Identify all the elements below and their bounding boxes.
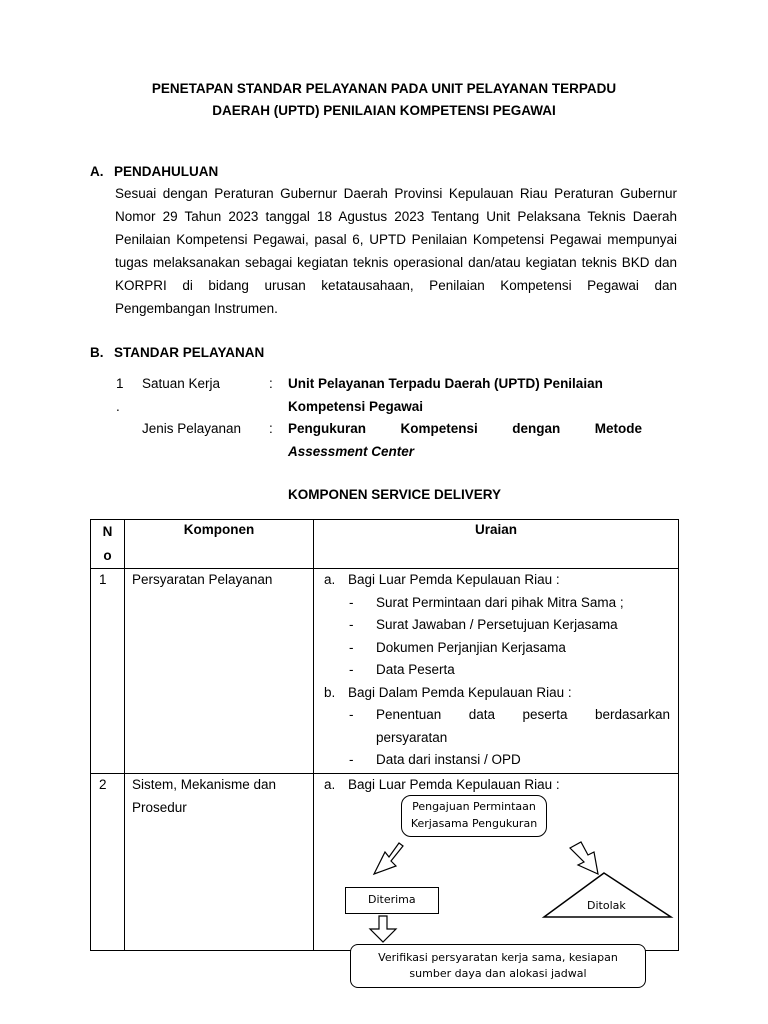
row-1-sub-a-label: Bagi Luar Pemda Kepulauan Riau : <box>348 572 560 587</box>
header-uraian: Uraian <box>314 520 679 569</box>
satuan-kerja-label: Satuan Kerja <box>142 376 221 391</box>
section-a-paragraph: Sesuai dengan Peraturan Gubernur Daerah Provinsi Kepulauan Riau Peraturan Gubernur Nomor 29 Tahun 2023 tanggal 18 Agustus 2023 Tentang Unit Pelaksana Teknis Daerah Penilaian Kompetensi Pegawai, pasal 6, UPTD Penilaian Kompetensi Pegawai mempunyai tugas melaksanakan sebagai kegiatan teknis operasional dan/atau kegiatan teknis BKD dan KORPRI di bidang urusan ketatausahaan, Penilaian Kompetensi Pegawai dan Pengembangan Instrumen. <box>115 186 677 316</box>
flow-box-verification-line-1: Verifikasi persyaratan kerja sama, kesiapan <box>378 951 618 964</box>
jenis-pelayanan-value-line-1: Pengukuran Kompetensi dengan Metode <box>288 421 642 436</box>
jenis-pelayanan-colon: : <box>269 421 273 436</box>
dash-bullet: - <box>349 662 354 677</box>
satuan-kerja-colon: : <box>269 376 273 391</box>
row-2-sub-a-letter: a. <box>324 777 336 792</box>
header-no-line-1: N <box>102 524 113 539</box>
row-1-sub-b-label: Bagi Dalam Pemda Kepulauan Riau : <box>348 684 572 700</box>
header-komponen: Komponen <box>125 520 314 569</box>
section-b-title: STANDAR PELAYANAN <box>114 345 265 360</box>
dash-bullet: - <box>349 752 354 767</box>
list-item-text: Dokumen Perjanjian Kerjasama <box>376 639 566 655</box>
list-item-text: Surat Jawaban / Persetujuan Kerjasama <box>376 617 618 632</box>
list-item-text: Data Peserta <box>376 662 455 677</box>
flow-box-request-line-1: Pengajuan Permintaan <box>412 800 536 813</box>
list-item-text: Surat Permintaan dari pihak Mitra Sama ; <box>376 594 624 610</box>
section-a-letter: A. <box>90 164 104 179</box>
dash-bullet: - <box>349 594 354 610</box>
item-dot: . <box>116 399 120 414</box>
flow-label-rejected: Ditolak <box>587 899 626 912</box>
flow-box-verification-line-2: sumber daya dan alokasi jadwal <box>409 967 587 980</box>
flow-box-request <box>401 795 547 837</box>
list-item-text: Data dari instansi / OPD <box>376 752 521 767</box>
arrow-down-left-icon <box>374 843 403 874</box>
title-line-2: DAERAH (UPTD) PENILAIAN KOMPETENSI PEGAWAI <box>212 103 556 118</box>
flow-box-request-line-2: Kerjasama Pengukuran <box>410 817 538 830</box>
row-1-sub-a-letter: a. <box>324 572 336 587</box>
komponen-title: KOMPONEN SERVICE DELIVERY <box>288 487 502 502</box>
title-line-1: PENETAPAN STANDAR PELAYANAN PADA UNIT PELAYANAN TERPADU <box>151 81 617 96</box>
row-2-komponen-line-1: Sistem, Mekanisme dan <box>132 777 277 792</box>
jenis-pelayanan-label: Jenis Pelayanan <box>142 421 242 436</box>
satuan-kerja-value-line-1: Unit Pelayanan Terpadu Daerah (UPTD) Penilaian <box>288 376 603 391</box>
flow-box-accepted: Diterima <box>345 887 439 914</box>
item-number: 1 <box>116 376 124 391</box>
row-2-no: 2 <box>91 774 125 951</box>
row-2-komponen-line-2: Prosedur <box>132 799 187 815</box>
arrow-down-right-icon <box>570 842 598 874</box>
section-a-title: PENDAHULUAN <box>114 164 219 179</box>
dash-bullet: - <box>349 639 354 655</box>
section-b-letter: B. <box>90 345 104 360</box>
header-no-line-2: o <box>103 548 112 563</box>
row-1-sub-b-letter: b. <box>324 684 336 700</box>
dash-bullet: - <box>349 617 354 632</box>
jenis-pelayanan-value-line-2: Assessment Center <box>288 444 415 459</box>
row-2-sub-a-label: Bagi Luar Pemda Kepulauan Riau : <box>348 777 560 792</box>
dash-bullet: - <box>349 707 354 722</box>
flow-box-verification <box>350 944 646 988</box>
row-1-komponen: Persyaratan Pelayanan <box>125 569 314 774</box>
list-item-text: Penentuan data peserta berdasarkan persyaratan <box>376 707 670 745</box>
arrow-down-icon <box>370 916 396 942</box>
row-1-no: 1 <box>91 569 125 774</box>
satuan-kerja-value-line-2: Kompetensi Pegawai <box>288 399 424 414</box>
